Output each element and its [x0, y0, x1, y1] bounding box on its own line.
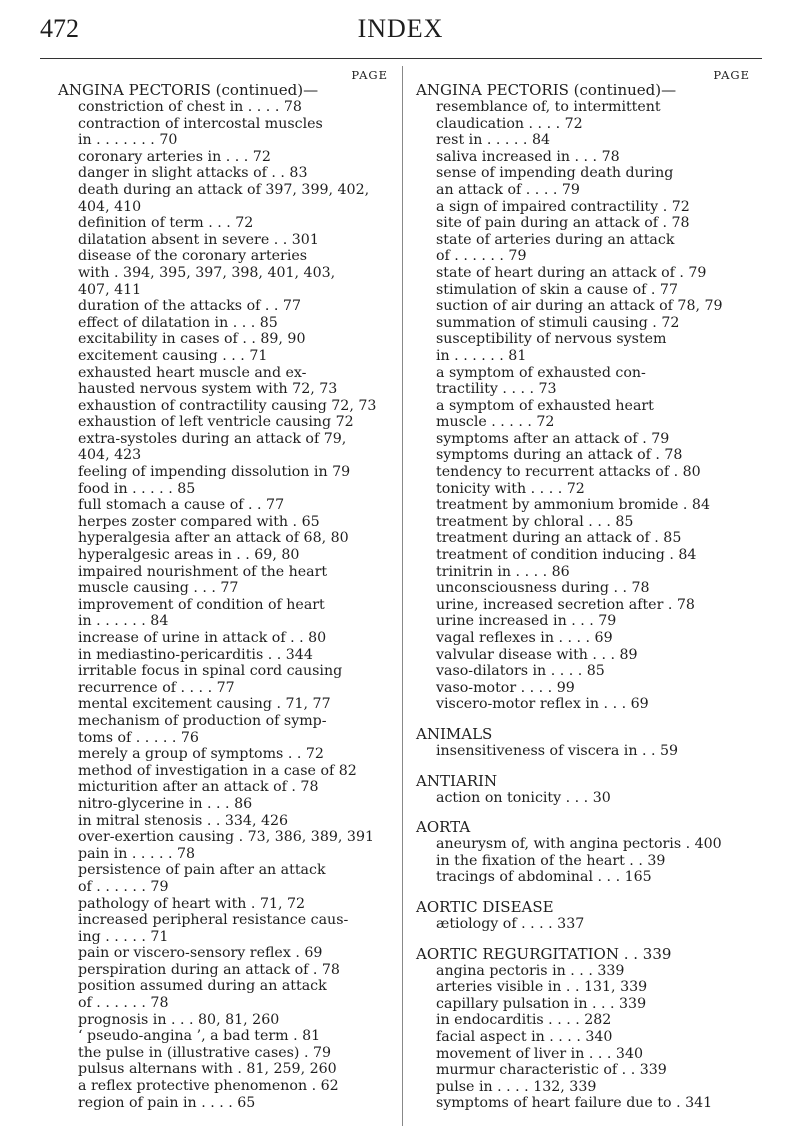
index-line: of . . . . . . 79 [78, 878, 169, 895]
left-column [58, 62, 398, 1111]
index-line: over-exertion causing . 73, 386, 389, 391 [78, 829, 374, 846]
index-line: vaso-dilators in . . . . 85 [436, 663, 605, 680]
index-line: merely a group of symptoms . . 72 [78, 746, 324, 763]
index-line: ‘ pseudo-angina ’, a bad term . 81 [78, 1028, 321, 1045]
index-line: treatment by chloral . . . 85 [436, 513, 634, 530]
running-head: INDEX [357, 14, 444, 43]
index-line: recurrence of . . . . 77 [78, 679, 235, 696]
index-line: hausted nervous system with 72, 73 [78, 381, 338, 398]
index-line: effect of dilatation in . . . 85 [78, 314, 278, 331]
index-line: definition of term . . . 72 [78, 215, 254, 232]
index-line: muscle causing . . . 77 [78, 580, 239, 597]
index-line: irritable focus in spinal cord causing [78, 663, 343, 680]
main-entry-heading: AORTA [416, 818, 471, 837]
main-entry-heading: AORTIC DISEASE [416, 897, 554, 916]
index-line: treatment by ammonium bromide . 84 [436, 497, 710, 514]
index-line: mechanism of production of symp- [78, 712, 327, 729]
index-line: exhaustion of left ventricle causing 72 [78, 414, 354, 431]
index-line: sense of impending death during [436, 165, 674, 182]
index-line: site of pain during an attack of . 78 [436, 215, 690, 232]
index-line: impaired nourishment of the heart [78, 563, 328, 580]
index-line: persistence of pain after an attack [78, 862, 326, 879]
index-line: insensitiveness of viscera in . . 59 [436, 742, 679, 759]
index-line: disease of the coronary arteries [78, 248, 308, 265]
index-line: pain or viscero-sensory reflex . 69 [78, 945, 323, 962]
index-line: feeling of impending dissolution in 79 [78, 464, 351, 481]
index-line: a symptom of exhausted con- [436, 364, 646, 381]
index-line: 404, 410 [78, 198, 142, 215]
index-line: mental excitement causing . 71, 77 [78, 696, 331, 713]
index-line: constriction of chest in . . . . 78 [78, 99, 302, 115]
index-line: excitability in cases of . . 89, 90 [78, 331, 306, 348]
index-line: action on tonicity . . . 30 [436, 789, 611, 806]
index-line: full stomach a cause of . . 77 [78, 497, 285, 514]
index-line: susceptibility of nervous system [436, 331, 667, 348]
index-line: hyperalgesic areas in . . 69, 80 [78, 547, 300, 564]
index-line: with . 394, 395, 397, 398, 401, 403, [78, 264, 336, 281]
main-entry-heading: AORTIC REGURGITATION . . 339 [416, 944, 672, 963]
index-line: tracings of abdominal . . . 165 [436, 869, 652, 886]
index-line: tendency to recurrent attacks of . 80 [436, 464, 701, 481]
index-line: increased peripheral resistance caus- [78, 912, 349, 929]
index-line: capillary pulsation in . . . 339 [436, 995, 647, 1012]
main-entry-heading: ANTIARIN [416, 771, 498, 790]
index-line: trinitrin in . . . . 86 [436, 563, 570, 580]
index-line: tractility . . . . 73 [436, 381, 557, 398]
index-line: a sign of impaired contractility . 72 [436, 198, 690, 215]
index-line: symptoms during an attack of . 78 [436, 447, 683, 464]
index-line: vaso-motor . . . . 99 [436, 679, 575, 696]
index-line: region of pain in . . . . 65 [78, 1094, 256, 1111]
index-line: in mediastino-pericarditis . . 344 [78, 646, 313, 663]
index-line: perspiration during an attack of . 78 [78, 961, 340, 978]
index-line: resemblance of, to intermittent [436, 99, 661, 115]
index-line: claudication . . . . 72 [436, 115, 583, 132]
index-line: prognosis in . . . 80, 81, 260 [78, 1011, 280, 1028]
index-line: symptoms after an attack of . 79 [436, 430, 670, 447]
index-line: toms of . . . . . 76 [78, 729, 199, 746]
index-line: micturition after an attack of . 78 [78, 779, 319, 796]
index-line: in endocarditis . . . . 282 [436, 1012, 612, 1029]
page-column-label: PAGE [351, 68, 388, 82]
index-line: nitro-glycerine in . . . 86 [78, 795, 253, 812]
index-line: death during an attack of 397, 399, 402, [78, 181, 370, 198]
index-line: angina pectoris in . . . 339 [436, 962, 625, 979]
index-line: viscero-motor reflex in . . . 69 [436, 696, 649, 713]
index-line: hyperalgesia after an attack of 68, 80 [78, 530, 349, 547]
header-rule [40, 58, 762, 59]
index-line: coronary arteries in . . . 72 [78, 148, 271, 165]
index-line: vagal reflexes in . . . . 69 [436, 630, 613, 646]
index-line: ætiology of . . . . 337 [436, 915, 585, 932]
index-line: contraction of intercostal muscles [78, 115, 323, 132]
index-line: pulsus alternans with . 81, 259, 260 [78, 1061, 337, 1078]
index-line: muscle . . . . . 72 [436, 414, 555, 431]
page-header [0, 0, 801, 60]
index-line: an attack of . . . . 79 [436, 181, 580, 198]
index-line: 407, 411 [78, 281, 142, 298]
index-line: ing . . . . . 71 [78, 928, 169, 945]
index-line: excitement causing . . . 71 [78, 347, 268, 364]
index-line: position assumed during an attack [78, 978, 327, 995]
index-line: arteries visible in . . 131, 339 [436, 979, 648, 996]
index-line: exhaustion of contractility causing 72, 73 [78, 397, 377, 414]
index-line: in . . . . . . . 70 [78, 132, 178, 149]
page-column-label: PAGE [713, 68, 750, 82]
index-line: exhausted heart muscle and ex- [78, 364, 307, 381]
index-line: pain in . . . . . 78 [78, 845, 196, 862]
index-line: murmur characteristic of . . 339 [436, 1062, 667, 1079]
index-line: aneurysm of, with angina pectoris . 400 [436, 836, 722, 853]
index-line: a symptom of exhausted heart [436, 397, 654, 414]
index-line: urine increased in . . . 79 [436, 613, 617, 630]
index-line: facial aspect in . . . . 340 [436, 1028, 613, 1045]
index-line: tonicity with . . . . 72 [436, 480, 585, 497]
main-entry-heading: ANIMALS [416, 724, 493, 743]
index-line: a reflex protective phenomenon . 62 [78, 1078, 339, 1095]
index-line: saliva increased in . . . 78 [436, 148, 620, 165]
index-line: of . . . . . . 78 [78, 995, 169, 1012]
index-line: dilatation absent in severe . . 301 [78, 231, 319, 248]
index-line: rest in . . . . . 84 [436, 132, 551, 149]
index-line: method of investigation in a case of 82 [78, 762, 357, 779]
index-line: suction of air during an attack of 78, 79 [436, 298, 723, 315]
index-line: summation of stimuli causing . 72 [436, 314, 680, 331]
index-line: of . . . . . . 79 [436, 248, 527, 265]
index-line: in mitral stenosis . . 334, 426 [78, 812, 289, 829]
index-line: danger in slight attacks of . . 83 [78, 165, 308, 182]
index-line: movement of liver in . . . 340 [436, 1045, 644, 1062]
index-line: pathology of heart with . 71, 72 [78, 895, 306, 912]
index-line: in the fixation of the heart . . 39 [436, 852, 666, 869]
index-line: in . . . . . . 81 [436, 347, 527, 364]
column-divider [402, 66, 403, 1126]
index-line: pulse in . . . . 132, 339 [436, 1078, 597, 1095]
index-line: herpes zoster compared with . 65 [78, 513, 320, 530]
index-line: in . . . . . . 84 [78, 613, 169, 630]
index-line: food in . . . . . 85 [78, 480, 196, 497]
main-entry-heading: ANGINA PECTORIS (continued)— [58, 81, 319, 99]
index-line: treatment during an attack of . 85 [436, 530, 682, 547]
index-line: extra-systoles during an attack of 79, [78, 430, 347, 447]
subentry-list [58, 99, 398, 1111]
index-line: stimulation of skin a cause of . 77 [436, 281, 678, 298]
subentry-list [416, 99, 760, 713]
index-line: valvular disease with . . . 89 [436, 646, 638, 663]
index-line: increase of urine in attack of . . 80 [78, 630, 327, 646]
right-column [416, 62, 760, 1112]
index-line: unconsciousness during . . 78 [436, 580, 650, 597]
index-line: 404, 423 [78, 447, 142, 464]
index-line: urine, increased secretion after . 78 [436, 596, 695, 613]
index-line: the pulse in (illustrative cases) . 79 [78, 1044, 332, 1061]
index-line: symptoms of heart failure due to . 341 [436, 1095, 713, 1112]
page-number: 472 [40, 14, 79, 43]
index-line: state of arteries during an attack [436, 231, 675, 248]
index-line: state of heart during an attack of . 79 [436, 264, 707, 281]
main-entry-heading: ANGINA PECTORIS (continued)— [416, 81, 677, 99]
index-line: treatment of condition inducing . 84 [436, 547, 697, 564]
section-list [416, 726, 760, 1112]
index-line: improvement of condition of heart [78, 596, 325, 613]
index-line: duration of the attacks of . . 77 [78, 298, 301, 315]
